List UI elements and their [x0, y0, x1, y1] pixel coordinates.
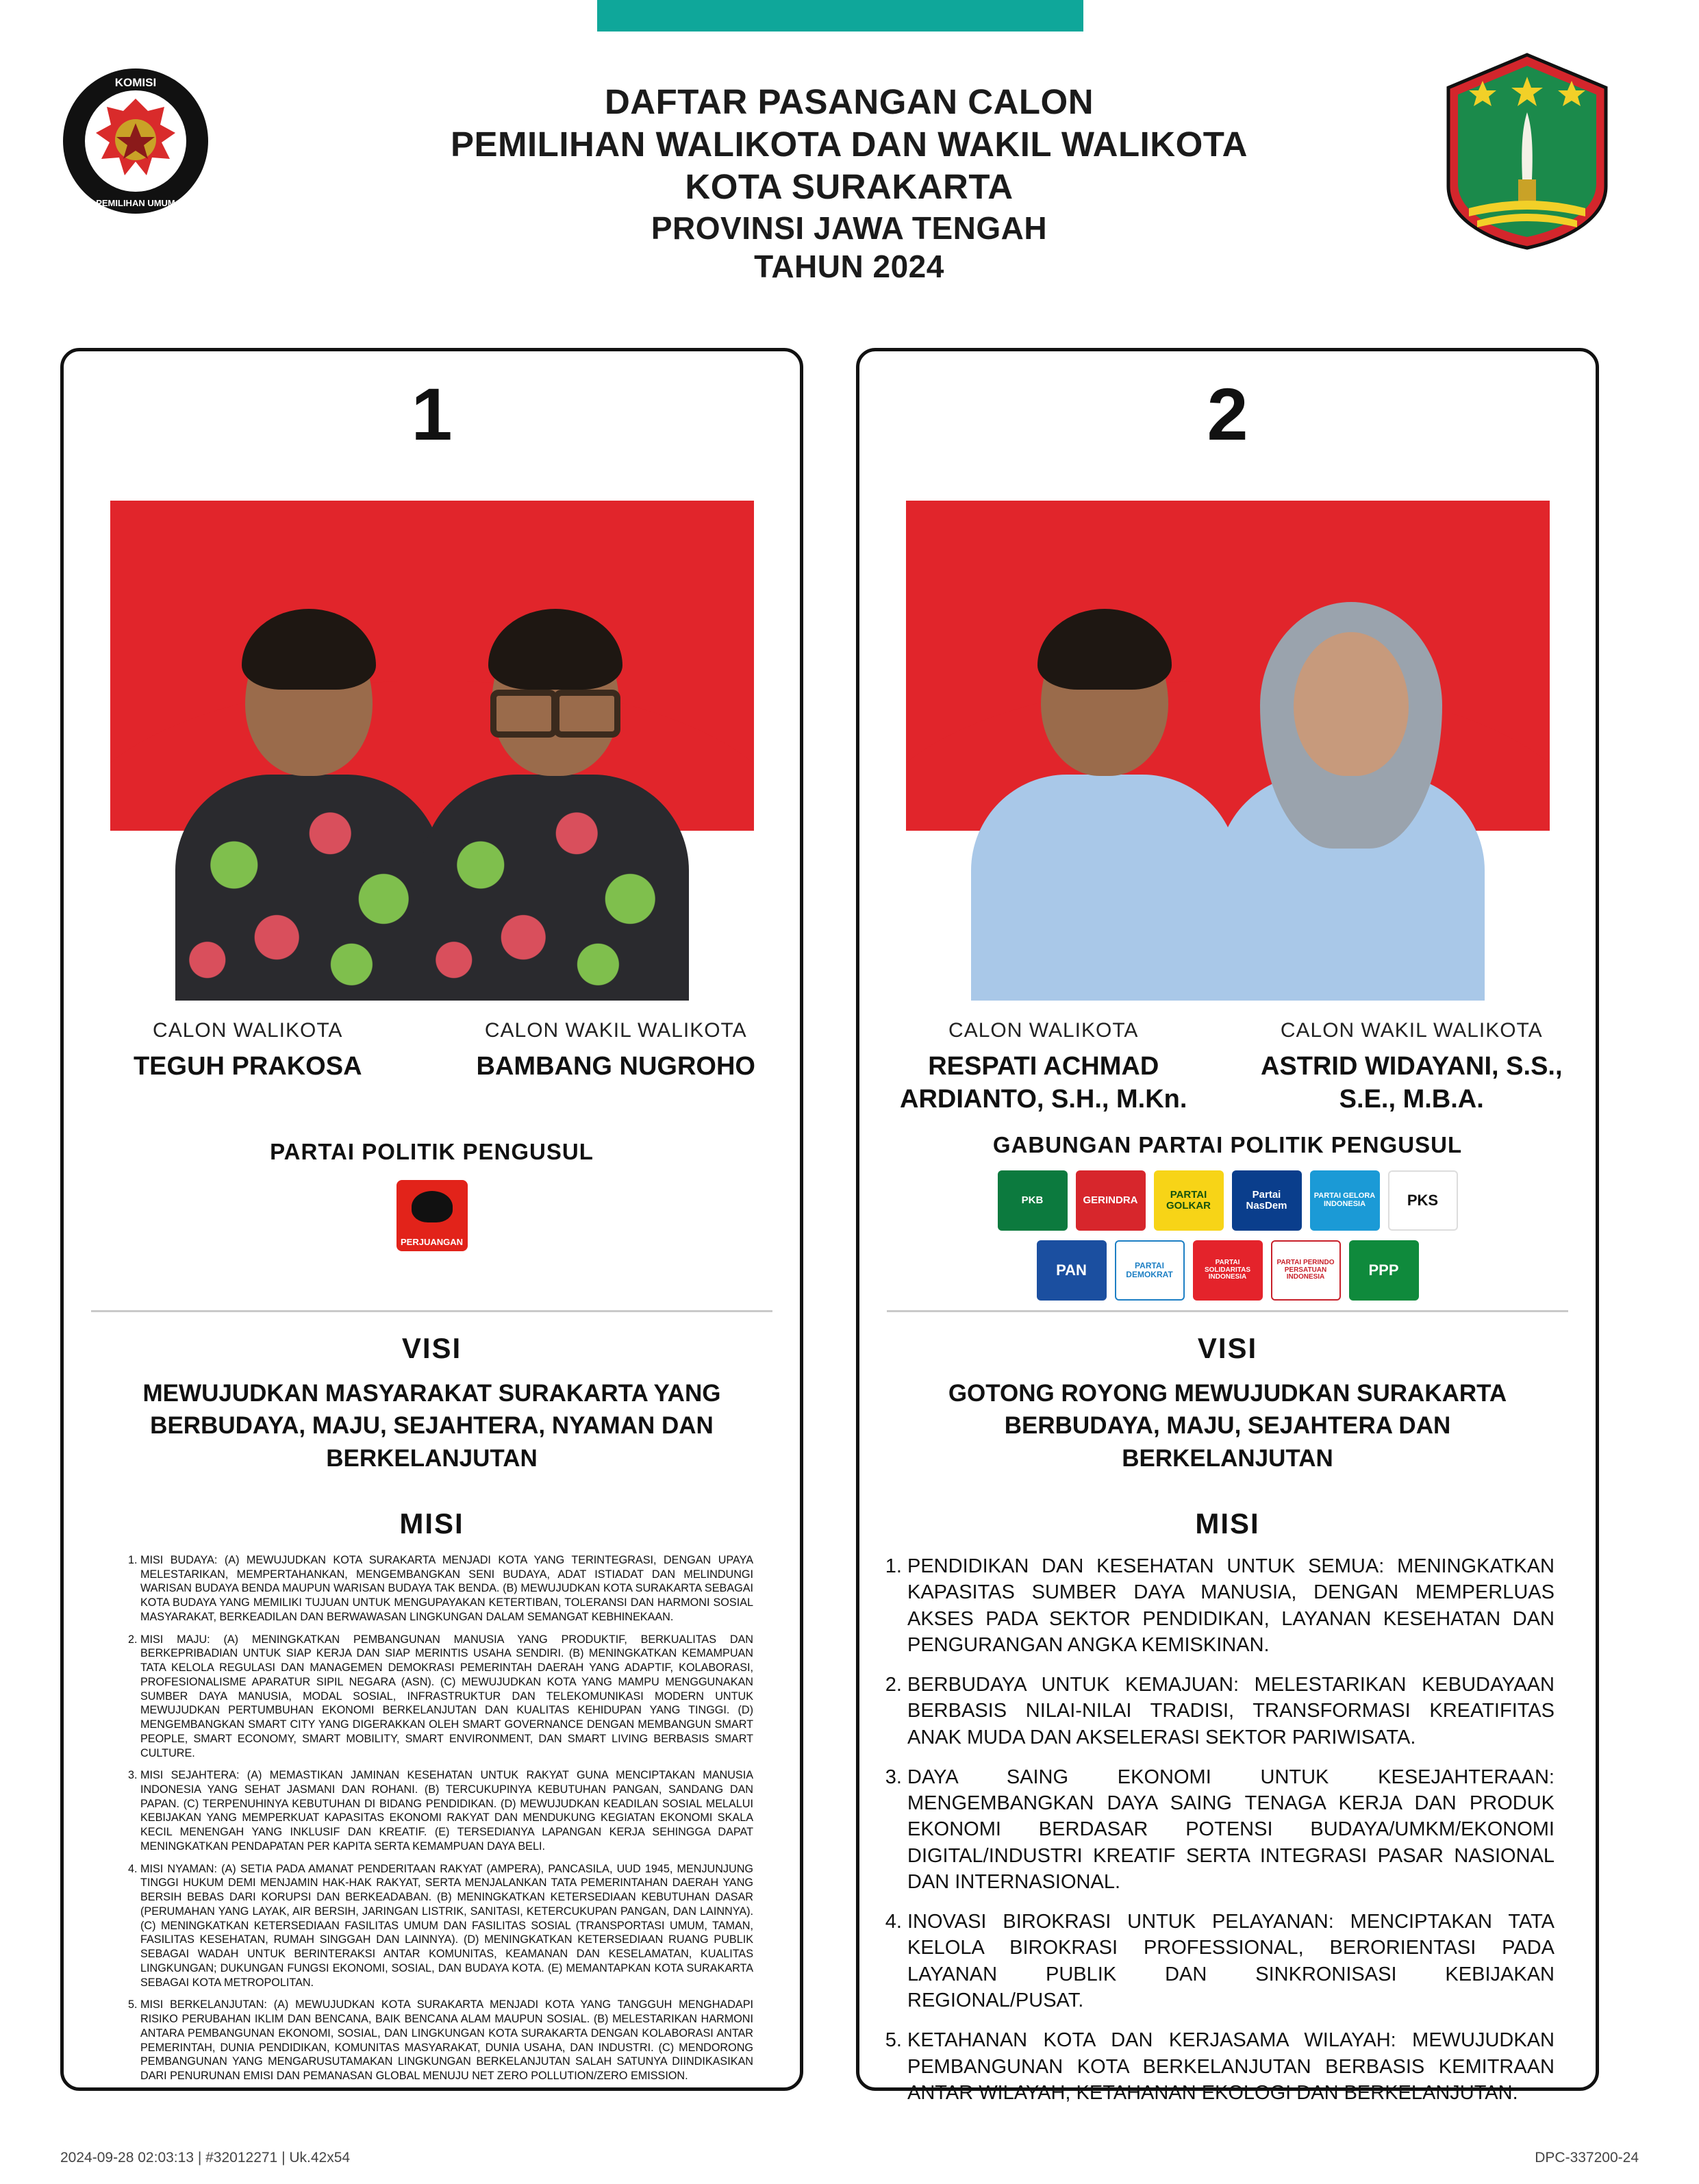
province-emblem-icon [1442, 52, 1613, 251]
vice-name-1: BAMBANG NUGROHO [476, 1052, 755, 1081]
role-label-vice-1: CALON WAKIL WALIKOTA [484, 1019, 747, 1042]
party-title-1: PARTAI POLITIK PENGUSUL [270, 1139, 594, 1164]
mayor-block-2 [859, 1019, 1228, 1116]
svg-text:PEMILIHAN UMUM: PEMILIHAN UMUM [96, 198, 175, 208]
candidate-names-2 [859, 1019, 1596, 1116]
candidate-card-2[interactable] [856, 348, 1599, 2104]
misi-item: 2. MISI MAJU: (A) MENINGKATKAN PEMBANGUNAN MANUSIA YANG PRODUKTIF, BERKUALITAS DAN BERKEPRIBADIAN UNTUK SIAP KERJA DAN SIAP MERINTIS USAHA SENDIRI. (B) MENINGKATKAN KEMAMPUAN TATA KELOLA REGULASI DAN MANAGEMEN DEMOKRASI PEMERINTAH DAERAH YANG ADAPTIF, KOLABORASI, PROFESIONALISME APARATUR SIPIL NEGARA (ASN). (C) MEWUJUDKAN KOTA YANG MAMPU MENGGUNAKAN SUMBER DAYA MANUSIA, MODAL SOSIAL, INFRASTRUKTUR DAN TELEKOMUNIKASI MODERN UNTUK MEWUJUDKAN PERTUMBUHAN EKONOMI BERKELANJUTAN DAN KUALITAS KEHIDUPAN YANG TINGGI. (D) MENGEMBANGKAN SMART CITY YANG DIGERAKKAN OLEH SMART GOVERNANCE DENGAN MEMBANGUN SMART PEOPLE, SMART ECONOMY, SMART MOBILITY, SMART ENVIRONMENT, DAN SMART LIVING BERBASIS SMART CULTURE. [140, 1633, 753, 1761]
party-logo-pks-icon [1388, 1170, 1458, 1231]
divider-2 [887, 1310, 1568, 1312]
party-logo-label: PAN [1056, 1262, 1087, 1279]
party-logo-ppp-icon [1349, 1240, 1419, 1301]
title-line-4: PROVINSI JAWA TENGAH [651, 210, 1048, 246]
party-logo-label: PPP [1368, 1262, 1399, 1279]
visi-text-1: MEWUJUDKAN MASYARAKAT SURAKARTA YANG BERBUDAYA, MAJU, SEJAHTERA, NYAMAN DAN BERKELANJUTAN [142, 1380, 721, 1472]
footer-left-text: 2024-09-28 02:03:13 | #32012271 | Uk.42x54 [60, 2150, 351, 2166]
photo-person-vice-1 [412, 590, 699, 1001]
party-logo-demokrat-icon [1115, 1240, 1185, 1301]
misi-list-1 [140, 1553, 753, 2092]
vice-block-2 [1228, 1019, 1596, 1116]
title-line-5: TAHUN 2024 [754, 248, 944, 284]
misi-item: 5. MISI BERKELANJUTAN: (A) MEWUJUDKAN KOTA SURAKARTA MENJADI KOTA YANG TANGGUH MENGHADAPI RISIKO PERUBAHAN IKLIM DAN BENCANA, BAIK BENCANA ALAM MAUPUN SOSIAL. (B) MELESTARIKAN HARMONI ANTARA PEMBANGUNAN EKONOMI, SOSIAL, DAN LINGKUNGAN KOTA SURAKARTA DENGAN KOLABORASI ANTAR PEMERINTAH, DUNIA PENDIDIKAN, KOMUNITAS MASYARAKAT, DUNIA USAHA, DAN INDUSTRI. (C) MENDORONG PEMBANGUNAN YANG MENGARUSUTAMAKAN LINGKUNGAN BERKELANJUTAN SALAH SATUNYA DIINDIKASIKAN DARI PENURUNAN EMISI DAN PEMANASAN GLOBAL MENUJU NET ZERO POLLUTION/ZERO EMISSION. [140, 1998, 753, 2083]
mayor-name-1: TEGUH PRAKOSA [133, 1052, 362, 1081]
title-line-1: DAFTAR PASANGAN CALON [604, 82, 1094, 121]
candidate-number-2: 2 [1207, 373, 1248, 455]
candidate-cards [0, 348, 1699, 2104]
visi-text-2: GOTONG ROYONG MEWUJUDKAN SURAKARTA BERBUDAYA, MAJU, SEJAHTERA DAN BERKELANJUTAN [948, 1380, 1507, 1472]
candidate-number-1: 1 [411, 373, 453, 455]
party-logos-2 [859, 1170, 1596, 1301]
top-accent-bar [597, 0, 1083, 32]
party-title-2: GABUNGAN PARTAI POLITIK PENGUSUL [992, 1132, 1463, 1157]
party-logo-pan-icon [1037, 1240, 1107, 1301]
party-logo-psi-icon [1193, 1240, 1263, 1301]
misi-item: 1. PENDIDIKAN DAN KESEHATAN UNTUK SEMUA: MENINGKATKAN KAPASITAS SUMBER DAYA MANUSIA, DENGAN MEMPERLUAS AKSES PADA SEKTOR PENDIDIKAN, LAYANAN KESEHATAN DAN PENGURANGAN ANGKA KEMISKINAN. [907, 1553, 1555, 1658]
poster-title-block [342, 81, 1356, 286]
candidate-card-1[interactable] [60, 348, 803, 2091]
party-logo-label: PARTAI GOLKAR [1166, 1189, 1211, 1212]
misi-item: 1. MISI BUDAYA: (A) MEWUJUDKAN KOTA SURAKARTA MENJADI KOTA YANG TERINTEGRASI, DENGAN UPAYA MELESTARIKAN, MEMPERTAHANKAN, MENGEMBANGKAN SENI BUDAYA, ADAT ISTIADAT DAN MELINDUNGI WARISAN BUDAYA BENDA MAUPUN WARISAN BUDAYA TAK BENDA. (B) MEWUJUDKAN KOTA SURAKARTA SEBAGAI KOTA BUDAYA YANG MEMILIKI TUJUAN UNTUK MENGUPAYAKAN KETERTIBAN, TOLERANSI DAN HARMONI SOSIAL MASYARAKAT, BERKEADILAN DAN BERWAWASAN LINGKUNGAN DALAM SEMANGAT KEBHINEKAAN. [140, 1553, 753, 1624]
visi-title-2: VISI [1197, 1332, 1258, 1364]
visi-title-1: VISI [401, 1332, 462, 1364]
footer-right-text: DPC-337200-24 [1535, 2150, 1639, 2166]
party-logo-pdi-perjuangan-icon [397, 1180, 468, 1251]
misi-title-2: MISI [1195, 1507, 1260, 1540]
misi-item: 2. BERBUDAYA UNTUK KEMAJUAN: MELESTARIKAN KEBUDAYAAN BERBASIS NILAI-NILAI TRADISI, TRANSFORMASI KREATIFITAS ANAK MUDA DAN AKSELERASI SEKTOR PARIWISATA. [907, 1672, 1555, 1750]
glasses-icon [490, 690, 620, 727]
poster-header [0, 32, 1699, 326]
misi-title-1: MISI [399, 1507, 464, 1540]
photo-person-mayor-1 [165, 590, 453, 1001]
misi-item: 4. INOVASI BIROKRASI UNTUK PELAYANAN: MENCIPTAKAN TATA KELOLA BIROKRASI PROFESSIONAL, BERORIENTASI PADA LAYANAN PUBLIK DAN SINKRONISASI KEBIJAKAN REGIONAL/PUSAT. [907, 1909, 1555, 2013]
role-label-mayor-1: CALON WALIKOTA [153, 1019, 343, 1042]
role-label-vice-2: CALON WAKIL WALIKOTA [1280, 1019, 1543, 1042]
candidate-photo-2 [906, 501, 1550, 1001]
role-label-mayor-2: CALON WALIKOTA [948, 1019, 1139, 1042]
mayor-name-2: RESPATI ACHMAD ARDIANTO, S.H., M.Kn. [900, 1052, 1187, 1114]
party-logos-1 [64, 1180, 800, 1251]
party-logo-perindo-icon [1271, 1240, 1341, 1301]
party-logo-golkar-icon [1154, 1170, 1224, 1231]
party-logo-nasdem-icon [1232, 1170, 1302, 1231]
misi-list-2 [907, 1553, 1555, 2120]
candidate-photo-1 [110, 501, 754, 1001]
party-logo-pkb-icon [998, 1170, 1068, 1231]
mayor-block-1 [64, 1019, 432, 1083]
party-logo-label: PKB [1021, 1194, 1044, 1207]
title-line-2: PEMILIHAN WALIKOTA DAN WAKIL WALIKOTA [450, 125, 1248, 164]
party-logo-label: PARTAI PERINDO PERSATUAN INDONESIA [1276, 1259, 1335, 1281]
photo-person-mayor-2 [961, 590, 1248, 1001]
misi-item: 4. MISI NYAMAN: (A) SETIA PADA AMANAT PENDERITAAN RAKYAT (AMPERA), PANCASILA, UUD 1945, MENJUNJUNG TINGGI HUKUM DEMI MENJAMIN HAK-HAK RAKYAT, SERTA MENJALANKAN TATA PEMERINTAHAN DAERAH YANG BERSIH BEBAS DARI KORUPSI DAN BERKEADABAN. (B) MENINGKATKAN KETERSEDIAAN KEBUTUHAN DASAR (PERUMAHAN YANG LAYAK, AIR BERSIH, JARINGAN LISTRIK, SANITASI, KETERCUKUPAN PANGAN, DAN LAINNYA). (C) MENINGKATKAN KETERSEDIAAN FASILITAS UMUM DAN FASILITAS SOSIAL (TRANSPORTASI UMUM, TAMAN, FASILITAS KESEHATAN, RUMAH SINGGAH DAN LAINNYA). (D) MENINGKATKAN KETERSEDIAAN RUANG PUBLIK SEBAGAI WADAH UNTUK BERINTERAKSI ANTAR KOMUNITAS, KEAMANAN DAN KESELAMATAN, KUALITAS LINGKUNGAN; DUKUNGAN FUNGSI EKONOMI, SOSIAL, DAN BUDAYA KOTA. (E) MEMANTAPKAN KOTA SURAKARTA SEBAGAI KOTA METROPOLITAN. [140, 1862, 753, 1990]
svg-text:KOMISI: KOMISI [114, 76, 157, 89]
party-logo-label: PARTAI DEMOKRAT [1126, 1261, 1173, 1279]
party-logo-gerindra-icon [1076, 1170, 1146, 1231]
party-logo-label: PARTAI GELORA INDONESIA [1313, 1192, 1376, 1208]
vice-name-2: ASTRID WIDAYANI, S.S., S.E., M.B.A. [1260, 1052, 1563, 1114]
misi-item: 5. KETAHANAN KOTA DAN KERJASAMA WILAYAH: MEWUJUDKAN PEMBANGUNAN KOTA BERKELANJUTAN BERBASIS KEMITRAAN ANTAR WILAYAH, KETAHANAN EKOLOGI DAN BERKELANJUTAN. [907, 2027, 1555, 2106]
party-logo-label: Partai NasDem [1246, 1189, 1287, 1212]
vice-block-1 [432, 1019, 801, 1083]
misi-item: 3. MISI SEJAHTERA: (A) MEMASTIKAN JAMINAN KESEHATAN UNTUK RAKYAT GUNA MENCIPTAKAN MANUSIA INDONESIA YANG SEHAT JASMANI DAN ROHANI. (B) TERCUKUPINYA KEBUTUHAN PANGAN, SANDANG DAN PAPAN. (C) TERPENUHINYA KEBUTUHAN DI BIDANG PENDIDIKAN. (D) MEWUJUDKAN KEADILAN SOSIAL MELALUI KEBIJAKAN YANG MEMPERKUAT KAPASITAS EKONOMI RAKYAT DAN MENDUKUNG KEGIATAN EKONOMI SKALA KECIL MENENGAH YANG INKLUSIF DAN KREATIF. (E) TERSEDIANYA LAPANGAN KERJA SEHINGGA DAPAT MENINGKATKAN PENDAPATAN PER KAPITA SERTA KEMAMPUAN DAYA BELI. [140, 1768, 753, 1853]
party-logo-label: PKS [1407, 1192, 1439, 1209]
photo-person-vice-2 [1207, 590, 1495, 1001]
candidate-names-1 [64, 1019, 800, 1083]
misi-item: 3. DAYA SAING EKONOMI UNTUK KESEJAHTERAAN: MENGEMBANGKAN DAYA SAING TENAGA KERJA DAN PRODUK EKONOMI BERDASAR POTENSI BUDAYA/UMKM/EKONOMI DIGITAL/INDUSTRI KREATIF SERTA INTEGRASI PASAR NASIONAL DAN INTERNASIONAL. [907, 1764, 1555, 1895]
divider-1 [91, 1310, 772, 1312]
party-logo-pdip-label: PERJUANGAN [400, 1237, 463, 1247]
party-logo-gelora-icon [1310, 1170, 1380, 1231]
title-line-3: KOTA SURAKARTA [685, 167, 1014, 207]
party-logo-label: PARTAI SOLIDARITAS INDONESIA [1204, 1259, 1251, 1281]
poster-footer [0, 2150, 1699, 2166]
kpu-logo-icon [60, 66, 211, 216]
party-logo-label: GERINDRA [1083, 1194, 1138, 1207]
